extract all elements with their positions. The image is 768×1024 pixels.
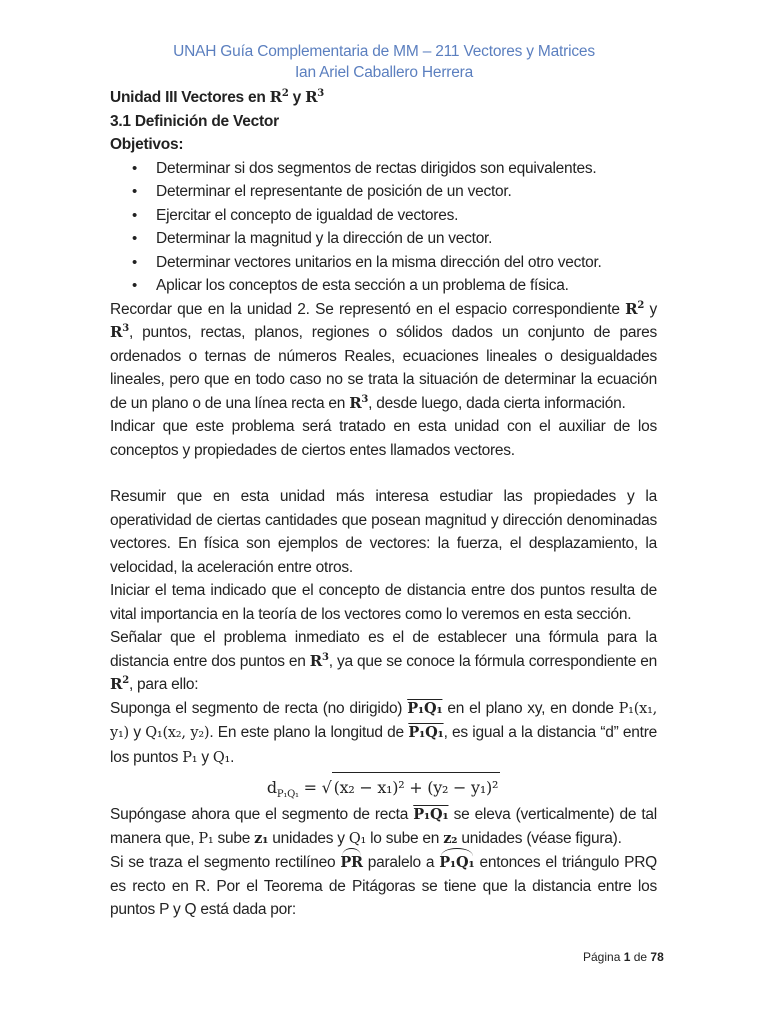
unit-r2-exp: 2	[281, 87, 289, 99]
paragraph-indicate: Indicar que este problema será tratado en esta unidad con el auxiliar de los conceptos y propiedades de ciertos entes llamados vectores.	[110, 418, 657, 459]
radical-sign: √	[321, 778, 332, 797]
objective-item: • Determinar el representante de posición de un vector.	[132, 180, 657, 204]
unit-title-text: Unidad III Vectores en	[110, 89, 266, 106]
header-author: Ian Ariel Caballero Herrera	[294, 64, 474, 81]
segment-p1q1: P₁Q₁	[407, 699, 443, 717]
unit-r3-exp: 3	[317, 87, 325, 99]
objective-item: • Determinar la magnitud y la dirección de un vector.	[132, 227, 657, 251]
objective-item: • Ejercitar el concepto de igualdad de vectores.	[132, 204, 657, 228]
objective-item: • Determinar si dos segmentos de rectas dirigidos son equivalentes.	[132, 157, 657, 181]
main-content	[110, 86, 657, 922]
segment-p1q1: P₁Q₁	[413, 806, 449, 823]
distance-formula: $d_{P_1Q_1}$ = √ (x₂ − x₁)² + (y₂ − y₁)²	[110, 772, 657, 803]
segment-p1q1: P₁Q₁	[439, 851, 474, 875]
unit-r2: R	[269, 88, 282, 106]
page-header	[0, 41, 768, 83]
point-q1: Q₁(x₂, y₂)	[145, 725, 210, 741]
paragraph-recall: Recordar que en la unidad 2. Se representó en el espacio correspondiente $R^2$ y $R^3$, puntos, rectas, planos, regiones o sólidos dados un conjunto de pares ordenados o ternas de números Reales, ecuaciones lineales o desigualdades lineales, pero que en todo caso no se trata la situación de determinar la ecuación de un plano o de una línea recta en $R^3$, desde luego, dada cierta información.	[110, 299, 657, 412]
unit-r3: R	[305, 88, 318, 106]
current-page-number: 1	[623, 950, 631, 964]
objective-item: • Determinar vectores unitarios en la misma dirección del otro vector.	[132, 251, 657, 275]
paragraph-gap	[110, 462, 657, 485]
unit-y: y	[292, 89, 302, 106]
page-footer: Página 1 de 78	[583, 950, 664, 964]
header-course-title: UNAH Guía Complementaria de MM – 211 Vectores y Matrices	[173, 43, 595, 60]
paragraph-elevate: Supóngase ahora que el segmento de recta P₁Q₁ se eleva (verticalmente) de tal manera que, P₁ sube z₁ unidades y Q₁ lo sube en z₂ unidades (véase figura).	[110, 806, 657, 847]
objectives-title: Objetivos:	[110, 136, 184, 153]
objective-item: • Aplicar los conceptos de esta sección a un problema de física.	[132, 274, 657, 298]
segment-p1q1: P₁Q₁	[408, 724, 444, 741]
point-p1: P₁(x₁, y₁)	[110, 700, 657, 741]
segment-pr: PR	[340, 851, 362, 875]
total-pages: 78	[650, 950, 664, 964]
paragraph-triangle: Si se traza el segmento rectilíneo PR paralelo a P₁Q₁ entonces el triángulo PRQ es recto en R. Por el Teorema de Pitágoras se tiene que la distancia entre los puntos P y Q está dada por:	[110, 851, 657, 922]
paragraph-problem: Señalar que el problema inmediato es el de establecer una fórmula para la distancia entre dos puntos en $R^3$, ya que se conoce la fórmula correspondiente en $R^2$, para ello:	[110, 629, 657, 693]
section-title: 3.1 Definición de Vector	[110, 112, 279, 130]
unit-title	[110, 86, 657, 110]
objectives-list	[110, 157, 657, 298]
paragraph-summary: Resumir que en esta unidad más interesa estudiar las propiedades y la operatividad de ciertas cantidades que posean magnitud y dirección denominadas vectores. En física son ejemplos de vectores: la fuerza, el desplazamiento, la velocidad, la aceleración entre otros.	[110, 488, 657, 576]
paragraph-segment: Suponga el segmento de recta (no dirigido) P₁Q₁ en el plano xy, en donde P₁(x₁, y₁) y Q₁(x₂, y₂). En este plano la longitud de P₁Q₁, es igual a la distancia “d” entre los puntos P₁ y Q₁.	[110, 699, 657, 766]
paragraph-start: Iniciar el tema indicado que el concepto de distancia entre dos puntos resulta de vital importancia en la teoría de los vectores como lo veremos en esta sección.	[110, 582, 657, 623]
